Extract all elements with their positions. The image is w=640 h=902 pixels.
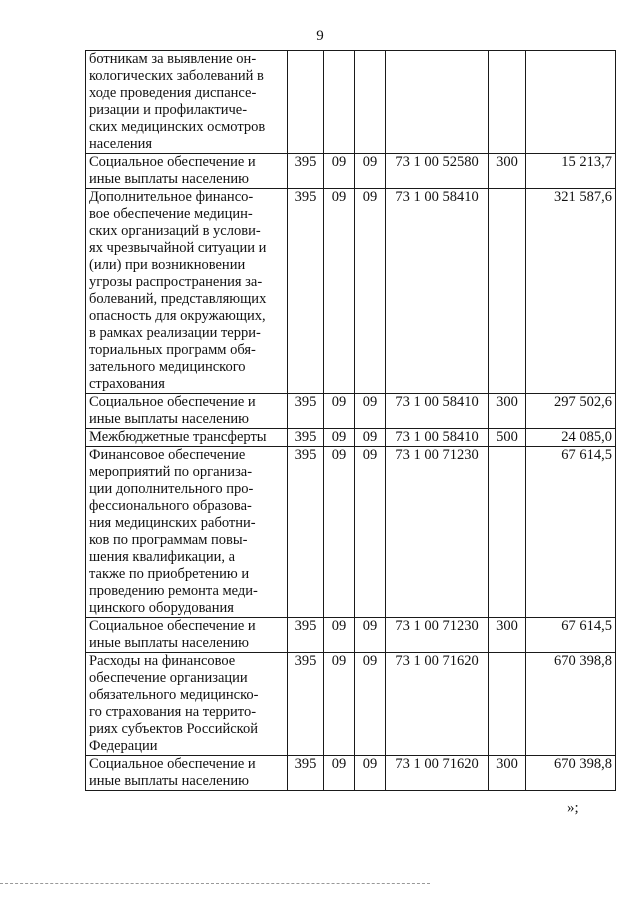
cell-amount: 297 502,6 — [526, 394, 616, 429]
cell-name-line: Социальное обеспечение и — [89, 618, 256, 634]
cell-name-line: иные выплаты населению — [89, 635, 249, 651]
cell-expense-type — [489, 51, 526, 154]
cell-name-line: проведению ремонта меди- — [89, 583, 258, 599]
cell-target-article: 73 1 00 52580 — [386, 154, 489, 189]
cell-name-line: обеспечение организации — [89, 670, 248, 686]
cell-ministry: 395 — [288, 756, 324, 791]
cell-section: 09 — [324, 189, 355, 394]
cell-ministry: 395 — [288, 154, 324, 189]
cell-name-line: ции дополнительного про- — [89, 481, 254, 497]
cell-name — [86, 189, 288, 394]
table-row — [86, 51, 616, 154]
cell-expense-type: 300 — [489, 154, 526, 189]
cell-name-line: ботникам за выявление он- — [89, 51, 257, 67]
cell-name-line: Дополнительное финансо- — [89, 189, 254, 205]
cell-name-line: Федерации — [89, 738, 158, 754]
table-row — [86, 394, 616, 429]
cell-section: 09 — [324, 429, 355, 447]
cell-subsection: 09 — [355, 394, 386, 429]
cell-name-line: ториальных программ обя- — [89, 342, 256, 358]
cell-name-line: иные выплаты населению — [89, 411, 249, 427]
cell-name-line: ях чрезвычайной ситуации и — [89, 240, 267, 256]
cell-expense-type — [489, 653, 526, 756]
cell-name-line: го страхования на террито- — [89, 704, 257, 720]
cell-subsection: 09 — [355, 618, 386, 653]
cell-target-article: 73 1 00 58410 — [386, 394, 489, 429]
cell-expense-type: 300 — [489, 394, 526, 429]
cell-name-line: болеваний, представляющих — [89, 291, 267, 307]
cell-name-line: ков по программам повы- — [89, 532, 248, 548]
cell-section: 09 — [324, 394, 355, 429]
cell-subsection: 09 — [355, 154, 386, 189]
cell-section: 09 — [324, 154, 355, 189]
cell-name-line: зательного медицинского — [89, 359, 246, 375]
table-row — [86, 618, 616, 653]
budget-table — [85, 50, 616, 791]
cell-name-line: ских организаций в услови- — [89, 223, 261, 239]
cell-name — [86, 447, 288, 618]
cell-amount: 24 085,0 — [526, 429, 616, 447]
cell-name — [86, 429, 288, 447]
cell-expense-type: 300 — [489, 756, 526, 791]
cell-amount: 670 398,8 — [526, 653, 616, 756]
table-row — [86, 653, 616, 756]
cell-section: 09 — [324, 653, 355, 756]
cell-name-line: в рамках реализации терри- — [89, 325, 261, 341]
cell-name-line: ских медицинских осмотров — [89, 119, 266, 135]
cell-target-article: 73 1 00 58410 — [386, 429, 489, 447]
scan-edge-line — [0, 883, 430, 884]
cell-name-line: Социальное обеспечение и — [89, 394, 256, 410]
cell-subsection: 09 — [355, 189, 386, 394]
cell-ministry: 395 — [288, 189, 324, 394]
cell-name-line: Финансовое обеспечение — [89, 447, 246, 463]
table-row — [86, 154, 616, 189]
cell-name-line: обязательного медицинско- — [89, 687, 259, 703]
cell-amount — [526, 51, 616, 154]
cell-name-line: Межбюджетные трансферты — [89, 429, 267, 445]
cell-subsection: 09 — [355, 653, 386, 756]
cell-target-article: 73 1 00 71620 — [386, 653, 489, 756]
cell-subsection: 09 — [355, 756, 386, 791]
cell-name-line: Социальное обеспечение и — [89, 154, 256, 170]
cell-name-line: цинского оборудования — [89, 600, 234, 616]
page-number: 9 — [316, 28, 324, 44]
table-row — [86, 756, 616, 791]
cell-expense-type: 500 — [489, 429, 526, 447]
cell-ministry: 395 — [288, 618, 324, 653]
cell-name-line: шения квалификации, а — [89, 549, 236, 565]
cell-name-line: фессионального образова- — [89, 498, 252, 514]
cell-target-article: 73 1 00 71620 — [386, 756, 489, 791]
cell-name-line: (или) при возникновении — [89, 257, 246, 273]
cell-name-line: вое обеспечение медицин- — [89, 206, 253, 222]
cell-name-line: населения — [89, 136, 153, 152]
cell-name — [86, 756, 288, 791]
cell-amount: 67 614,5 — [526, 618, 616, 653]
cell-section: 09 — [324, 618, 355, 653]
cell-expense-type: 300 — [489, 618, 526, 653]
cell-name-line: мероприятий по организа- — [89, 464, 253, 480]
cell-amount: 670 398,8 — [526, 756, 616, 791]
cell-name-line: иные выплаты населению — [89, 773, 249, 789]
cell-subsection: 09 — [355, 447, 386, 618]
cell-amount: 15 213,7 — [526, 154, 616, 189]
cell-target-article: 73 1 00 71230 — [386, 618, 489, 653]
cell-ministry — [288, 51, 324, 154]
cell-name — [86, 394, 288, 429]
cell-name-line: также по приобретению и — [89, 566, 250, 582]
cell-section: 09 — [324, 447, 355, 618]
cell-target-article: 73 1 00 58410 — [386, 189, 489, 394]
cell-expense-type — [489, 447, 526, 618]
cell-amount: 321 587,6 — [526, 189, 616, 394]
cell-name-line: страхования — [89, 376, 165, 392]
cell-ministry: 395 — [288, 653, 324, 756]
cell-subsection: 09 — [355, 429, 386, 447]
table-row — [86, 429, 616, 447]
cell-expense-type — [489, 189, 526, 394]
cell-name — [86, 653, 288, 756]
closing-quote-mark: »; — [567, 800, 579, 816]
table-row — [86, 447, 616, 618]
cell-section — [324, 51, 355, 154]
cell-name — [86, 154, 288, 189]
cell-amount: 67 614,5 — [526, 447, 616, 618]
cell-ministry: 395 — [288, 447, 324, 618]
cell-target-article — [386, 51, 489, 154]
cell-target-article: 73 1 00 71230 — [386, 447, 489, 618]
cell-name-line: ризации и профилактиче- — [89, 102, 248, 118]
cell-name-line: кологических заболеваний в — [89, 68, 264, 84]
cell-name-line: угрозы распространения за- — [89, 274, 263, 290]
cell-name-line: Социальное обеспечение и — [89, 756, 256, 772]
cell-name-line: ния медицинских работни- — [89, 515, 256, 531]
table-row — [86, 189, 616, 394]
cell-ministry: 395 — [288, 394, 324, 429]
cell-name — [86, 51, 288, 154]
cell-subsection — [355, 51, 386, 154]
cell-name-line: иные выплаты населению — [89, 171, 249, 187]
cell-name-line: опасность для окружающих, — [89, 308, 266, 324]
cell-name-line: ходе проведения диспансе- — [89, 85, 257, 101]
cell-name-line: Расходы на финансовое — [89, 653, 236, 669]
cell-name — [86, 618, 288, 653]
cell-name-line: риях субъектов Российской — [89, 721, 258, 737]
cell-ministry: 395 — [288, 429, 324, 447]
cell-section: 09 — [324, 756, 355, 791]
